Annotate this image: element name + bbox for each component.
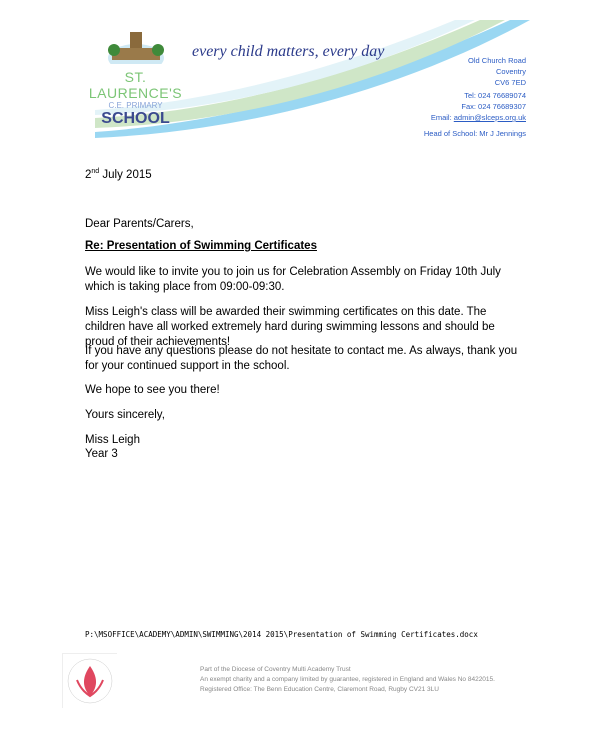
logo-name: ST. LAURENCE'S [88,69,183,101]
logo-sub: C.E. PRIMARY [108,101,163,110]
footer-line: Registered Office: The Benn Education Centre, Claremont Road, Rugby CV21 3LU [200,686,439,693]
paragraph: Miss Leigh's class will be awarded their swimming certificates on this date. The children have all worked extremely hard during swimming lessons and should be proud of their achievements! [85,306,495,348]
tel: Tel: 024 76689074 [464,91,526,100]
seal-icon [63,654,117,708]
address-line: Old Church Road [468,56,526,65]
fax: Fax: 024 76689307 [461,102,526,111]
signoff-class: Year 3 [85,448,118,460]
footer-line: An exempt charity and a company limited by guarantee, registered in England and Wales No 8422015. [200,676,495,683]
file-path: P:\MSOFFICE\ACADEMY\ADMIN\SWIMMING\2014 2015\Presentation of Swimming Certificates.docx [85,630,478,639]
address-line: CV6 7ED [494,78,526,87]
letter-date: 2nd July 2015 [85,168,152,181]
subject-line: Re: Presentation of Swimming Certificates [85,240,317,252]
school-logo [88,28,183,128]
logo-school: SCHOOL [101,110,170,127]
closing: Yours sincerely, [85,409,165,421]
paragraph: If you have any questions please do not hesitate to contact me. As always, thank you for your continued support in the school. [85,345,518,372]
email-link[interactable]: admin@slceps.org.uk [453,113,526,122]
paragraph: We would like to invite you to join us for Celebration Assembly on Friday 10th July which is taking place from 09:00-09:30. [85,266,501,293]
email-label: Email: [430,113,454,122]
head-of-school: Head of School: Mr J Jennings [423,129,526,138]
address-line: Coventry [495,67,526,76]
paragraph: We hope to see you there! [85,384,220,396]
footer-line: Part of the Diocese of Coventry Multi Academy Trust [200,666,351,673]
diocese-seal [62,653,117,708]
salutation: Dear Parents/Carers, [85,218,194,230]
address [468,55,526,88]
tagline: every child matters, every day [192,43,385,60]
footer-text [200,665,495,695]
contact [431,90,526,123]
church-icon [106,28,166,64]
signoff-name: Miss Leigh [85,434,140,446]
